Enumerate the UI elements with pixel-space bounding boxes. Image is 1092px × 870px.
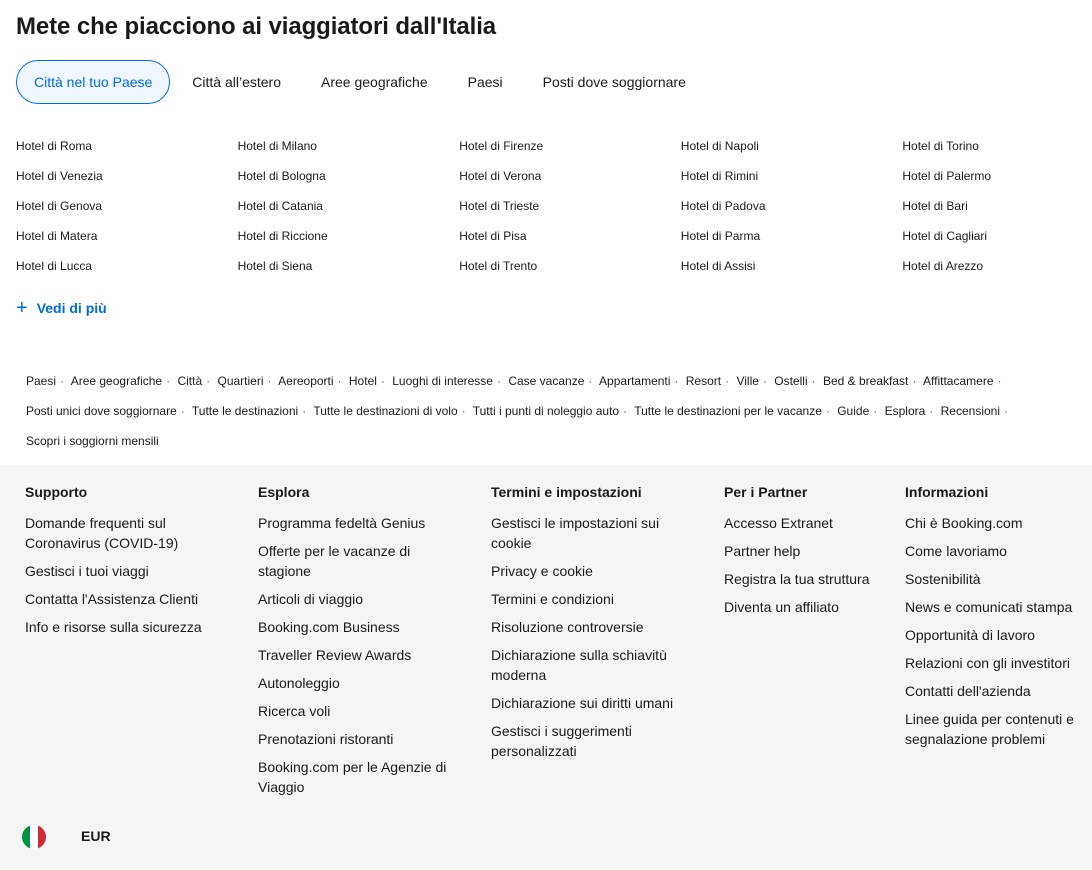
footer-column-explore	[258, 483, 458, 805]
footer	[0, 465, 1092, 870]
city-hotel-link[interactable]: Hotel di Trieste	[459, 199, 540, 213]
city-hotel-link[interactable]: Hotel di Verona	[459, 169, 542, 183]
footer-link[interactable]: Gestisci i suggerimenti personalizzati	[491, 723, 632, 759]
page-title: Mete che piacciono ai viaggiatori dall'Italia	[16, 13, 497, 40]
see-more-button[interactable]	[16, 296, 107, 320]
tab-places-to-stay[interactable]: Posti dove soggiornare	[542, 74, 686, 90]
footer-link[interactable]: Chi è Booking.com	[905, 515, 1023, 531]
footer-link[interactable]: Come lavoriamo	[905, 543, 1007, 559]
city-hotel-link[interactable]: Hotel di Parma	[680, 229, 761, 243]
footer-column-terms	[491, 483, 691, 769]
city-hotel-link[interactable]: Hotel di Riccione	[237, 229, 328, 243]
category-link[interactable]: Tutte le destinazioni per le vacanze	[634, 404, 822, 418]
category-link[interactable]: Tutte le destinazioni di volo	[313, 404, 458, 418]
footer-link[interactable]: Dichiarazione sui diritti umani	[491, 695, 674, 711]
footer-link[interactable]: Diventa un affiliato	[724, 599, 839, 615]
city-hotel-link[interactable]: Hotel di Siena	[237, 259, 313, 273]
category-link[interactable]: Recensioni	[940, 404, 1000, 418]
link-separator: ·	[674, 374, 679, 388]
link-separator: ·	[1004, 404, 1008, 418]
footer-link[interactable]: Autonoleggio	[258, 675, 340, 691]
category-link[interactable]: Ostelli	[774, 374, 808, 388]
city-hotel-link[interactable]: Hotel di Bari	[902, 199, 968, 213]
footer-link[interactable]: Accesso Extranet	[724, 515, 833, 531]
category-link[interactable]: Resort	[685, 374, 722, 388]
category-link[interactable]: Tutti i punti di noleggio auto	[472, 404, 620, 418]
category-link[interactable]: Aereoporti	[278, 374, 334, 388]
category-link[interactable]: Ville	[736, 374, 759, 388]
footer-heading: Informazioni	[905, 484, 989, 500]
category-links	[26, 366, 1076, 456]
city-hotel-link[interactable]: Hotel di Arezzo	[902, 259, 984, 273]
city-hotel-list	[16, 131, 1092, 281]
city-hotel-link[interactable]: Hotel di Torino	[902, 139, 979, 153]
city-hotel-link[interactable]: Hotel di Genova	[16, 199, 103, 213]
link-separator: ·	[588, 374, 593, 388]
link-separator: ·	[206, 374, 211, 388]
city-hotel-link[interactable]: Hotel di Milano	[237, 139, 317, 153]
category-link[interactable]: Esplora	[884, 404, 926, 418]
category-link[interactable]: Scopri i soggiorni mensili	[26, 434, 159, 448]
footer-heading: Esplora	[258, 484, 310, 500]
city-hotel-link[interactable]: Hotel di Matera	[16, 229, 98, 243]
plus-icon: +	[16, 297, 28, 319]
footer-link[interactable]: Relazioni con gli investitori	[905, 655, 1070, 671]
footer-link[interactable]: Sostenibilità	[905, 571, 981, 587]
link-separator: ·	[811, 374, 816, 388]
city-hotel-link[interactable]: Hotel di Rimini	[680, 169, 759, 183]
category-link[interactable]: Appartamenti	[599, 374, 671, 388]
tab-cities-in-country[interactable]: Città nel tuo Paese	[16, 60, 170, 104]
footer-link[interactable]: Ricerca voli	[258, 703, 331, 719]
link-separator: ·	[825, 404, 830, 418]
footer-heading: Termini e impostazioni	[491, 484, 642, 500]
footer-link[interactable]: Gestisci le impostazioni sui cookie	[491, 515, 660, 551]
footer-link[interactable]: Partner help	[724, 543, 801, 559]
link-separator: ·	[166, 374, 171, 388]
footer-link[interactable]: Prenotazioni ristoranti	[258, 731, 394, 747]
footer-link[interactable]: Programma fedeltà Genius	[258, 515, 426, 531]
category-link[interactable]: Tutte le destinazioni	[191, 404, 299, 418]
footer-link[interactable]: Booking.com Business	[258, 619, 400, 635]
footer-link[interactable]: Termini e condizioni	[491, 591, 614, 607]
city-hotel-link[interactable]: Hotel di Napoli	[680, 139, 759, 153]
city-hotel-link[interactable]: Hotel di Pisa	[459, 229, 527, 243]
footer-link[interactable]: Contatti dell'azienda	[905, 683, 1031, 699]
footer-heading: Supporto	[25, 484, 88, 500]
footer-link[interactable]: Privacy e cookie	[491, 563, 593, 579]
link-separator: ·	[337, 374, 342, 388]
tab-countries[interactable]: Paesi	[467, 74, 503, 90]
see-more-label: Vedi di più	[36, 300, 107, 316]
link-separator: ·	[380, 374, 385, 388]
footer-link[interactable]: Opportunità di lavoro	[905, 627, 1035, 643]
city-hotel-link[interactable]: Hotel di Lucca	[16, 259, 93, 273]
currency-selector[interactable]: EUR	[81, 828, 111, 844]
footer-link[interactable]: News e comunicati stampa	[905, 599, 1073, 615]
footer-link[interactable]: Contatta l'Assistenza Clienti	[25, 591, 199, 607]
category-link[interactable]: Case vacanze	[508, 374, 585, 388]
footer-column-info	[905, 483, 1085, 757]
link-separator: ·	[461, 404, 466, 418]
city-hotel-link[interactable]: Hotel di Cagliari	[902, 229, 988, 243]
footer-heading: Per i Partner	[724, 484, 808, 500]
footer-link[interactable]: Articoli di viaggio	[258, 591, 364, 607]
category-link[interactable]: Città	[177, 374, 203, 388]
link-separator: ·	[912, 374, 917, 388]
link-separator: ·	[60, 374, 65, 388]
city-hotel-link[interactable]: Hotel di Bologna	[237, 169, 326, 183]
footer-link[interactable]: Dichiarazione sulla schiavitù moderna	[491, 647, 667, 683]
city-hotel-link[interactable]: Hotel di Venezia	[16, 169, 103, 183]
italy-flag-icon[interactable]	[22, 825, 46, 849]
category-link[interactable]: Quartieri	[217, 374, 264, 388]
footer-link[interactable]: Traveller Review Awards	[258, 647, 412, 663]
link-separator: ·	[997, 374, 1002, 388]
link-separator: ·	[496, 374, 501, 388]
category-link[interactable]: Luoghi di interesse	[392, 374, 493, 388]
footer-column-partners	[724, 483, 894, 625]
footer-link[interactable]: Risoluzione controversie	[491, 619, 644, 635]
footer-link[interactable]: Booking.com per le Agenzie di Viaggio	[258, 759, 447, 795]
city-hotel-link[interactable]: Hotel di Catania	[237, 199, 323, 213]
footer-link[interactable]: Linee guida per contenuti e segnalazione problemi	[905, 711, 1074, 747]
link-separator: ·	[302, 404, 307, 418]
category-link[interactable]: Guide	[837, 404, 870, 418]
link-separator: ·	[929, 404, 934, 418]
footer-link[interactable]: Domande frequenti sul Coronavirus (COVID-19)	[25, 515, 179, 551]
flag-stripe-white	[30, 825, 38, 849]
link-separator: ·	[762, 374, 767, 388]
footer-column-support	[25, 483, 225, 645]
city-hotel-link[interactable]: Hotel di Padova	[680, 199, 766, 213]
city-hotel-link[interactable]: Hotel di Firenze	[459, 139, 544, 153]
destination-tabs	[16, 60, 708, 104]
footer-link[interactable]: Info e risorse sulla sicurezza	[25, 619, 202, 635]
tab-cities-abroad[interactable]: Città all’estero	[192, 74, 281, 90]
category-link[interactable]: Bed & breakfast	[822, 374, 909, 388]
city-hotel-link[interactable]: Hotel di Roma	[16, 139, 93, 153]
tab-regions[interactable]: Aree geografiche	[321, 74, 428, 90]
category-link[interactable]: Affittacamere	[923, 374, 994, 388]
footer-link[interactable]: Gestisci i tuoi viaggi	[25, 563, 149, 579]
link-separator: ·	[267, 374, 272, 388]
link-separator: ·	[725, 374, 730, 388]
city-hotel-link[interactable]: Hotel di Palermo	[902, 169, 992, 183]
category-link[interactable]: Hotel	[348, 374, 377, 388]
category-link[interactable]: Aree geografiche	[70, 374, 163, 388]
city-hotel-link[interactable]: Hotel di Assisi	[680, 259, 756, 273]
category-link[interactable]: Posti unici dove soggiornare	[26, 404, 177, 418]
footer-link[interactable]: Registra la tua struttura	[724, 571, 870, 587]
category-link[interactable]: Paesi	[26, 374, 57, 388]
footer-link[interactable]: Offerte per le vacanze di stagione	[258, 543, 411, 579]
link-separator: ·	[180, 404, 185, 418]
link-separator: ·	[873, 404, 878, 418]
city-hotel-link[interactable]: Hotel di Trento	[459, 259, 538, 273]
link-separator: ·	[623, 404, 628, 418]
